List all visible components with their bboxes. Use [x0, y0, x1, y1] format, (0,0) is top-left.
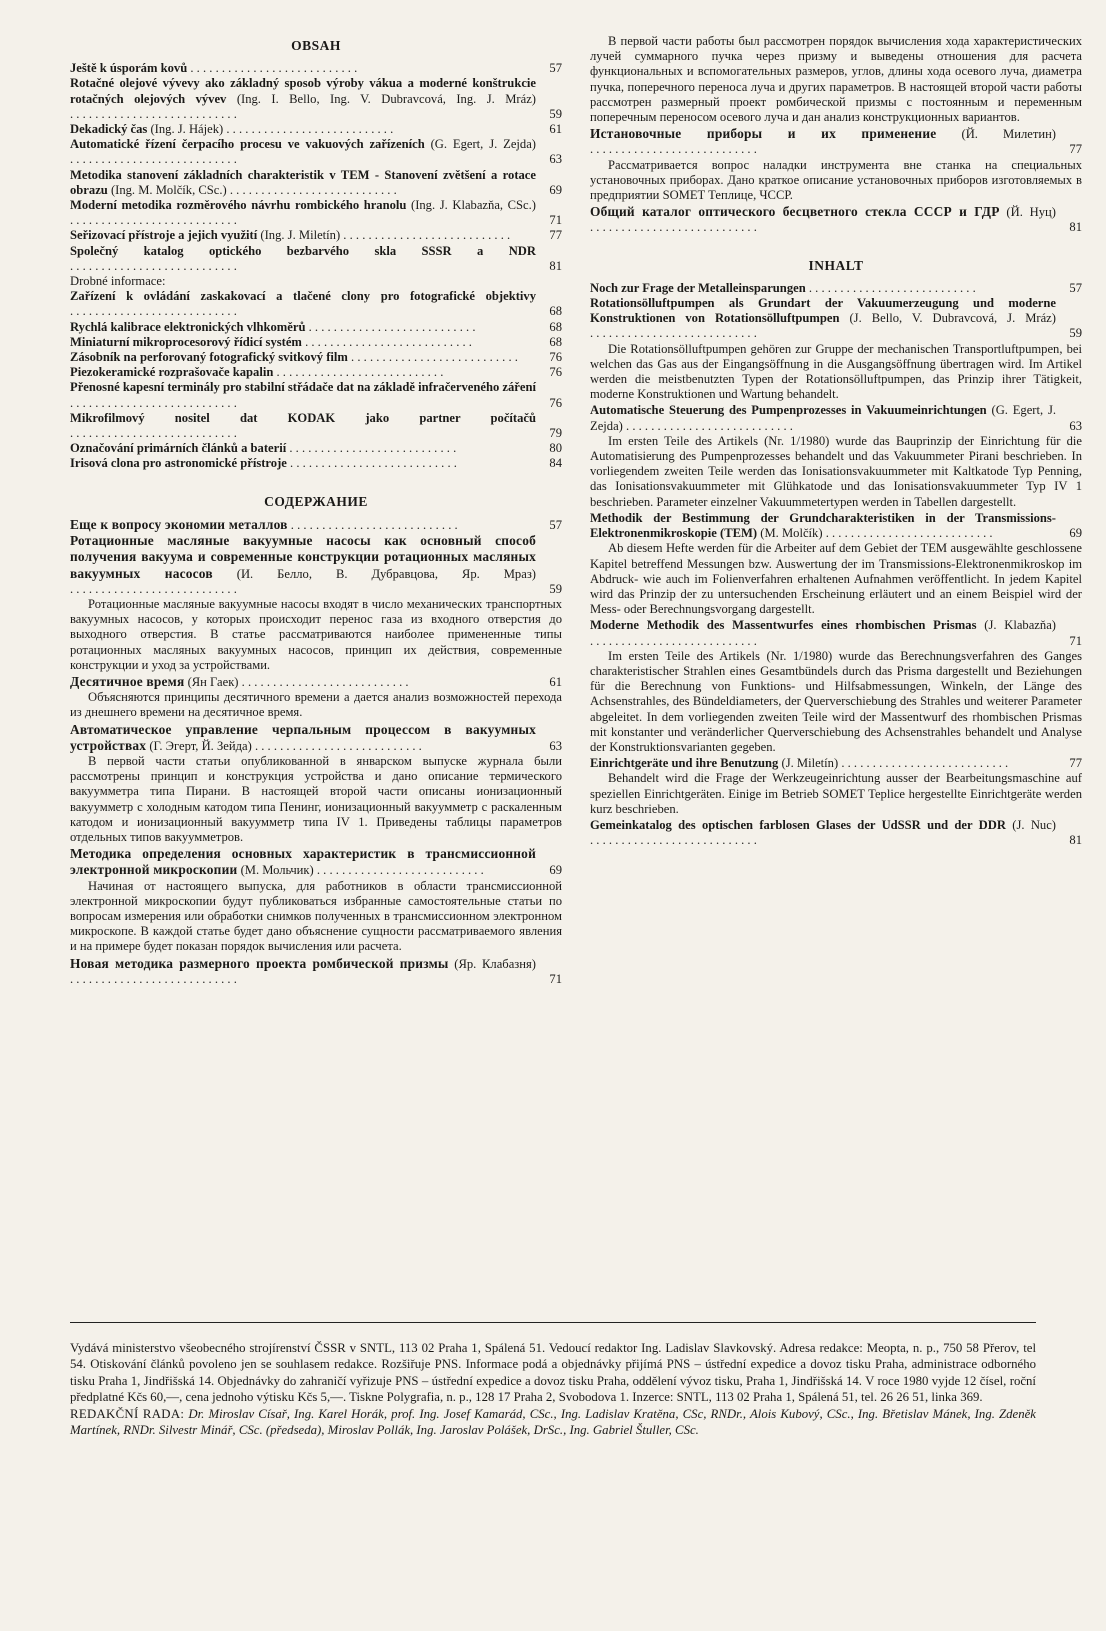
entry-page: 71	[549, 971, 562, 986]
entry-title: Rotationsölluftpumpen als Grundart der Vakuumerzeugung und moderne Konstruktionen von Rotationsölluftpumpen	[590, 296, 1056, 326]
entry-title: Automatické řízení čerpacího procesu ve vakuových zařízeních	[70, 137, 425, 152]
entry-page: 76	[549, 395, 562, 410]
obsah-entry	[70, 244, 562, 274]
entry-authors: (G. Egert, J. Zejda)	[590, 403, 1056, 433]
editorial-board	[70, 1406, 1036, 1439]
drobne-entry	[70, 289, 562, 319]
entry-page: 76	[549, 365, 562, 380]
entry-page: 81	[1069, 833, 1082, 848]
entry-title: Moderne Methodik des Massentwurfes eines rhombischen Prismas	[590, 618, 977, 633]
entry-abstract: Im ersten Teile des Artikels (Nr. 1/1980) wurde das Berechnungsverfahren des Ganges charakteristischer Strahlen eines Gesamtbündels durch das Prisma dargestellt und Beziehungen für die Berechnung von Funktions- und Hilfsabmessungen, Winkeln, der Länge des Achsenstrahles, des Bündeldiameters, der Querverschiebung des Strahles und weiterer Parameter abgeleitet. In dem vorliegenden zweiten Teile wird der Massentwurf des rhombischen Prismas mit konstanter und veränderlicher Querverschiebung des Achsenstrahles behandelt und Analyse der Konstruktionsvarianten gegeben.	[590, 648, 1082, 754]
entry-page: 77	[549, 228, 562, 243]
entry-abstract: Объясняются принципы десятичного времени а дается анализ возможностей перехода из днешнего времени на десятичное время.	[70, 690, 562, 720]
entry-authors: (Ing. J. Hájek)	[150, 122, 224, 137]
entry-page: 69	[549, 182, 562, 197]
entry-title: Ještě k úsporám kovů	[70, 61, 188, 76]
entry-abstract: Behandelt wird die Frage der Werkzeugeinrichtung ausser der Bearbeitungsmaschine auf speziellen Einrichtgeräten. Einige im Betrieb SOMET Teplice hergestellte Einrichtgeräte werden kurz beschrieben.	[590, 771, 1082, 816]
entry-title: Miniaturní mikroprocesorový řídicí systém	[70, 334, 302, 349]
entry-title: Zásobník na perforovaný fotografický svitkový film	[70, 350, 348, 365]
entry-title: Ротационные масляные вакуумные насосы как основный способ получения вакуума и современные конструкции ротационных масляных вакуумных насосов	[70, 533, 536, 581]
obsah-entry	[70, 168, 562, 198]
entry-page: 57	[1069, 280, 1082, 295]
ru-entry	[70, 674, 562, 721]
entry-title: Новая методика размерного проекта ромбической призмы	[70, 955, 449, 971]
de-entry	[590, 618, 1082, 755]
entry-page: 57	[549, 517, 562, 532]
entry-page: 63	[1069, 418, 1082, 433]
entry-page: 71	[1069, 633, 1082, 648]
entry-authors: (М. Мольчик)	[240, 863, 314, 878]
entry-page: 81	[549, 258, 562, 273]
entry-page: 77	[1069, 142, 1082, 157]
entry-page: 63	[549, 152, 562, 167]
imprint-text: Vydává ministerstvo všeobecného strojírenství ČSSR v SNTL, 113 02 Praha 1, Spálená 51. Vedoucí redaktor Ing. Ladislav Slavkovský. Adresa redakce: Meopta, n. p., 750 58 Přerov, tel 54. Otiskování článků povoleno jen se souhlasem redakce. Rozšiřuje PNS. Informace podá a objednávky přijímá PNS – ústřední expedice a dovoz tisku Praha, administrace odborného tisku Praha 1, Jindřišská 14. Objednávky do zahraničí vyřizuje PNS – ústřední expedice a dovoz tisku Praha, oddělení vývoz tisku, Praha 1, Jindřišská 14. V roce 1980 vyjde 12 čísel, roční předplatné Kčs 60,—, cena jednoho výtisku Kčs 5,—. Tiskne Polygrafia, n. p., 128 17 Praha 2, Svobodova 1. Inzerce: SNTL, 113 02 Praha 1, Spálená 51, tel. 26 26 51, linka 369.	[70, 1341, 1036, 1405]
entry-title: Gemeinkatalog des optischen farblosen Glases der UdSSR und der DDR	[590, 817, 1006, 832]
drobne-entry	[70, 380, 562, 410]
left-column	[70, 34, 562, 987]
entry-title: Společný katalog optického bezbarvého skla SSSR a NDR	[70, 243, 536, 258]
entry-title: Noch zur Frage der Metalleinsparungen	[590, 280, 806, 295]
entry-title: Еще к вопросу экономии металлов	[70, 516, 288, 532]
ru-entry	[590, 126, 1082, 203]
entry-page: 63	[549, 738, 562, 753]
drobne-entry	[70, 456, 562, 471]
entry-abstract: Die Rotationsölluftpumpen gehören zur Gruppe der mechanischen Transportluftpumpen, bei welchen das Gas aus der Eingangsöffnung in die Ausgangsöffnung übertragen wird. Im Artikel werden die meistbenutzten Typen der Rotationsölluftpumpen, das Prinzip ihrer Tätigkeit, moderne Konstruktionen und Wartung behandelt.	[590, 341, 1082, 402]
soderzhanie-list-right	[590, 34, 1082, 236]
obsah-entry	[70, 137, 562, 167]
editorial-board-members: Dr. Miroslav Císař, Ing. Karel Horák, prof. Ing. Josef Kamarád, CSc., Ing. Ladislav Kratěna, CSc, RNDr., Alois Kubový, CSc., Ing. Břetislav Mánek, Ing. Zdeněk Martínek, RNDr. Silvestr Minář, CSc. (předseda), Miroslav Pollák, Ing. Jaroslav Polášek, DrSc., Ing. Gabriel Štuller, CSc.	[70, 1406, 1036, 1438]
entry-title: Seřizovací přístroje a jejich využití	[70, 228, 258, 243]
de-entry	[590, 511, 1082, 617]
entry-page: 80	[549, 441, 562, 456]
de-entry	[590, 296, 1082, 402]
entry-title: Истановочные приборы и их применение	[590, 126, 937, 142]
entry-page: 61	[549, 674, 562, 689]
entry-page: 79	[549, 426, 562, 441]
obsah-entry	[70, 198, 562, 228]
ru-entry	[70, 722, 562, 846]
obsah-title: OBSAH	[291, 38, 341, 53]
entry-title: Dekadický čas	[70, 122, 148, 137]
entry-authors: (Ing. M. Molčík, CSc.)	[110, 182, 227, 197]
drobne-entry	[70, 335, 562, 350]
editorial-board-label: REDAKČNÍ RADA:	[70, 1406, 185, 1421]
entry-page: 68	[549, 319, 562, 334]
entry-abstract: Рассматривается вопрос наладки инструмента вне станка на специальных установочных приборах. Дано краткое описание установочных приборов изготовляемых в предприятии SOMET Теплице, ЧССР.	[590, 157, 1082, 203]
drobne-entry	[70, 441, 562, 456]
entry-abstract: Ab diesem Hefte werden für die Arbeiter auf dem Gebiet der TEM ausgewählte geschlossene Kapitel betreffend Messungen bzw. Auswertung der im Transmissions-Elektronenmikroskop im Abdruck- wie auch im Folienverfahren erhaltenen Aufnahmen veröffentlicht. In jedem Kapitel wird das Prinzip der zu untersuchenden Erscheinung erläutert und an einem Beispiel wird der Mess- oder Berechnungsvorgang dargestellt.	[590, 541, 1082, 617]
entry-title: Zařízení k ovládání zaskakovací a tlačené clony pro fotografické objektivy	[70, 289, 536, 304]
entry-title: Methodik der Bestimmung der Grundcharakteristiken in der Transmissions-Elektronenmikroskopie (TEM)	[590, 510, 1056, 541]
de-entry	[590, 818, 1082, 848]
drobne-informace-label: Drobné informace:	[70, 274, 166, 289]
imprint-footer	[70, 1340, 1036, 1438]
obsah-list	[70, 61, 562, 274]
entry-page: 68	[549, 334, 562, 349]
entry-page: 81	[1069, 220, 1082, 235]
entry-abstract: Im ersten Teile des Artikels (Nr. 1/1980) wurde das Bauprinzip der Einrichtung für die Automatisierung des Pumpenprozesses behandelt und das Vakuummeter Pirani beschrieben. In vorliegendem zweiten Teile werden das Ionisationsvakuummeter mit Kaltkatode Typ Penning, das Ionisationsvakuummeter mit Glühkatode und das Ionisationsvakuummeter Typ IV 1 beschrieben. Parameter einzelner Vakuummetertypen werden in Tabellen dargestellt.	[590, 433, 1082, 509]
entry-authors: (Ing. I. Bello, Ing. V. Dubravcová, Ing. J. Mráz)	[236, 91, 536, 106]
entry-page: 57	[549, 61, 562, 76]
obsah-entry	[70, 228, 562, 243]
ru-entry	[70, 846, 562, 954]
entry-title: Moderní metodika rozměrového návrhu rombického hranolu	[70, 198, 407, 213]
entry-authors: (J. Nuc)	[1012, 817, 1056, 832]
entry-authors: (И. Белло, В. Дубравцова, Яр. Мраз)	[236, 566, 536, 581]
entry-page: 59	[1069, 326, 1082, 341]
entry-title: Rotačné olejové vývevy ako základný sposob výroby vákua a moderné konštrukcie rotačných olejových vývev	[70, 76, 536, 106]
entry-title: Einrichtgeräte und ihre Benutzung	[590, 756, 779, 771]
entry-authors: (J. Klabazňa)	[984, 618, 1056, 633]
entry-authors: (Ян Гаек)	[187, 674, 239, 689]
drobne-entry	[70, 365, 562, 380]
entry-authors: (G. Egert, J. Zejda)	[430, 137, 536, 152]
entry-title: Metodika stanovení základních charakteristik v TEM - Stanovení zvětšení a rotace obrazu	[70, 167, 536, 197]
soderzhanie-list-left	[70, 517, 562, 987]
entry-abstract: В первой части работы был рассмотрен порядок вычисления хода характеристических лучей суммарного пучка через призму и выведены отношения для расчета функциональных и вспомогательных размеров, углов, длины хода осевого луча, диаметра пучка, поперечного переноса луча и других параметров. В настоящей второй части работы рассмотрен размерный проект ромбической призмы с постоянным и переменным поперечным переносом осевого луча и дан анализ конструкционных вариантов.	[590, 34, 1082, 125]
entry-page: 69	[549, 863, 562, 878]
right-column	[590, 34, 1082, 848]
entry-abstract: Ротационные масляные вакуумные насосы входят в число механических транспортных вакуумных насосов, у которых происходит перенос газа из входного отверстия до выходного отверстия. В статье рассматриваются наиболее примененные типы ротационных масляных вакуумных насосов, принцип их действия, современные конструкции и уход за устройствами.	[70, 596, 562, 672]
entry-authors: (Й. Нуц)	[1006, 205, 1056, 220]
entry-authors: (Ing. J. Miletín)	[260, 228, 341, 243]
entry-page: 77	[1069, 756, 1082, 771]
entry-page: 76	[549, 350, 562, 365]
entry-title: Mikrofilmový nositel dat KODAK jako partner počítačů	[70, 410, 536, 425]
entry-page: 59	[549, 106, 562, 121]
entry-authors: (Яр. Клабазня)	[454, 956, 536, 971]
entry-title: Общий каталог оптического бесцветного стекла СССР и ГДР	[590, 204, 1000, 220]
entry-title: Десятичное время	[70, 673, 185, 689]
obsah-entry	[70, 122, 562, 137]
entry-authors: (M. Molčík)	[760, 526, 823, 541]
entry-title: Piezokeramické rozprašovače kapalin	[70, 365, 274, 380]
entry-page: 68	[549, 304, 562, 319]
entry-abstract: Начиная от настоящего выпуска, для работников в области трансмиссионной электронной микроскопии будут публиковаться избранные самостоятельные статьи по вопросам измерения или обработки снимков полученных в трансмиссионном электронном микроскопе. В каждой статье будет дано объяснение сущности рассматриваемого явления и на примере будет показан порядок вычисления или расчета.	[70, 878, 562, 954]
ru-entry	[70, 533, 562, 673]
ru-entry	[70, 517, 562, 533]
entry-abstract: В первой части статьи опубликованной в январском выпуске журнала были рассмотрены принцип и конструкция устройства и дано описание термического вакуумметра типа Пирани. В настоящей второй части описаны ионизационный вакуумметр с холодным катодом типа Пенинг, ионизационный вакуумметр с раскаленным катодом и ионизационный вакуумметр типа IV 1. Приведены таблицы параметров отдельных типов вакуумметров.	[70, 753, 562, 844]
entry-authors: (J. Bello, V. Dubravcová, J. Mráz)	[849, 311, 1056, 326]
entry-page: 71	[549, 213, 562, 228]
soderzhanie-title: СОДЕРЖАНИЕ	[264, 493, 368, 509]
entry-authors: (Й. Милетин)	[961, 127, 1056, 142]
de-entry	[590, 281, 1082, 296]
entry-page: 69	[1069, 526, 1082, 541]
entry-page: 61	[549, 122, 562, 137]
inhalt-title: INHALT	[808, 257, 864, 273]
drobne-list	[70, 289, 562, 471]
obsah-entry	[70, 76, 562, 122]
entry-authors: (Г. Эгерт, Й. Зейда)	[149, 738, 252, 753]
ru-entry	[590, 204, 1082, 235]
drobne-entry	[70, 411, 562, 441]
entry-title: Автоматическое управление черпальным процессом в вакуумных устройствах	[70, 721, 536, 753]
entry-title: Automatische Steuerung des Pumpenprozesses in Vakuumeinrichtungen	[590, 403, 987, 418]
de-entry	[590, 403, 1082, 509]
entry-authors: (J. Miletín)	[781, 756, 839, 771]
de-entry	[590, 756, 1082, 817]
drobne-entry	[70, 350, 562, 365]
footer-divider	[70, 1322, 1036, 1323]
drobne-entry	[70, 320, 562, 335]
entry-title: Označování primárních článků a baterií	[70, 441, 287, 456]
ru-entry	[70, 956, 562, 987]
entry-title: Rychlá kalibrace elektronických vlhkoměrů	[70, 319, 306, 334]
entry-title: Irisová clona pro astronomické přístroje	[70, 456, 287, 471]
entry-page: 84	[549, 456, 562, 471]
entry-title: Přenosné kapesní terminály pro stabilní střádače dat na základě infračerveného záření	[70, 380, 536, 395]
entry-title: Методика определения основных характеристик в трансмиссионной электронной микроскопии	[70, 846, 536, 878]
entry-page: 59	[549, 581, 562, 596]
entry-authors: (Ing. J. Klabazňa, CSc.)	[411, 198, 536, 213]
inhalt-list	[590, 281, 1082, 849]
obsah-entry	[70, 61, 562, 76]
